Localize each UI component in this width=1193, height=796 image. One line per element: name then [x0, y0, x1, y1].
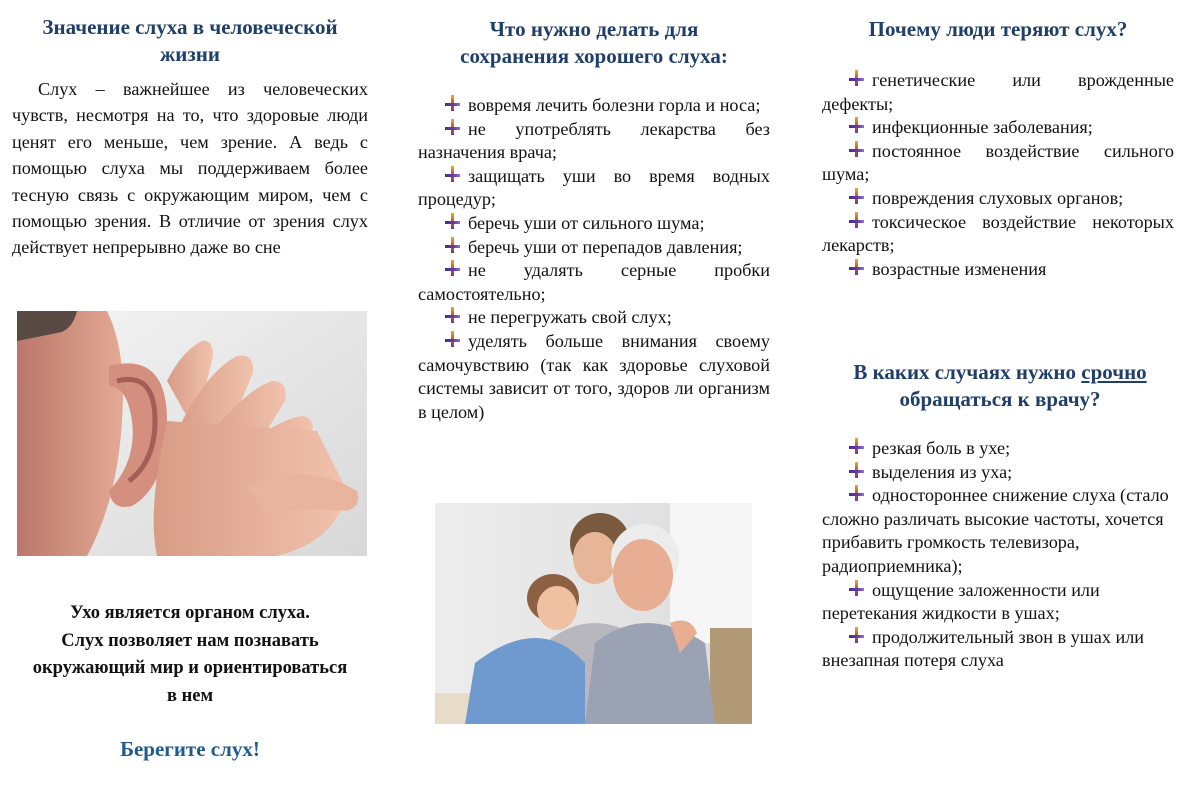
caption-line: окружающий мир и ориентироваться: [32, 658, 348, 678]
list-item: [822, 187, 1174, 211]
family-illustration: [435, 503, 752, 724]
list-item-text: ощущение заложенности или перетекания жидкости в ушах;: [822, 579, 1100, 624]
urgent-doctor-list: [822, 437, 1178, 673]
plus-bullet-icon: [444, 118, 462, 136]
list-item: [822, 461, 1178, 485]
list-item-text: уделять больше внимания своему самочувствию (так как здоровье слуховой системы зависит от того, здоров ли организм в целом): [418, 330, 770, 422]
list-item-text: выделения из уха;: [872, 461, 1013, 482]
list-item-text: токсическое воздействие некоторых лекарств;: [822, 211, 1174, 256]
list-item-text: инфекционные заболевания;: [872, 117, 1093, 138]
list-item: [822, 484, 1178, 578]
hearing-loss-causes-list: [822, 69, 1174, 281]
family-photo: [435, 503, 752, 724]
protect-hearing-slogan: Берегите слух!: [120, 737, 260, 761]
list-item-text: постоянное воздействие сильного шума;: [822, 140, 1174, 185]
heading-urgent-doctor: [822, 359, 1178, 413]
plus-bullet-icon: [444, 236, 462, 254]
list-item: [822, 626, 1178, 673]
plus-bullet-icon: [444, 306, 462, 324]
plus-bullet-icon: [848, 484, 866, 502]
list-item: [418, 306, 770, 330]
ear-organ-caption: [12, 600, 368, 710]
list-item: [418, 212, 770, 236]
plus-bullet-icon: [848, 461, 866, 479]
list-item: [418, 236, 770, 260]
plus-bullet-icon: [848, 626, 866, 644]
plus-bullet-icon: [848, 140, 866, 158]
caption-line: в нем: [166, 685, 214, 706]
plus-bullet-icon: [848, 187, 866, 205]
plus-bullet-icon: [848, 69, 866, 87]
heading-urgent-doctor-end: обращаться к врачу?: [899, 387, 1101, 411]
hearing-importance-paragraph: Слух – важнейшее из человеческих чувств, несмотря на то, что здоровые люди ценят его меньше, чем зрение. А ведь с помощью слуха мы поддерживаем более тесную связь с окружающим миром, чем с помощью зрения. В отличие от зрения слух действует непрерывно даже во сне: [12, 79, 368, 258]
plus-bullet-icon: [444, 165, 462, 183]
column-hearing-importance: [12, 0, 368, 261]
list-item-text: одностороннее снижение слуха (стало сложно различать высокие частоты, хочется прибавить громкость телевизора, радиоприемника);: [822, 485, 1169, 576]
list-item-text: защищать уши во время водных процедур;: [418, 165, 770, 210]
plus-bullet-icon: [444, 94, 462, 112]
list-item: [822, 116, 1174, 140]
list-item: [418, 259, 770, 306]
list-item-text: вовремя лечить болезни горла и носа;: [468, 95, 761, 115]
list-item: [418, 94, 770, 118]
plus-bullet-icon: [848, 258, 866, 276]
hearing-care-list: [418, 94, 770, 424]
ear-hand-photo: [17, 311, 367, 556]
list-item: [418, 118, 770, 165]
plus-bullet-icon: [848, 579, 866, 597]
list-item: [822, 140, 1174, 187]
heading-hearing-loss-causes: Почему люди теряют слух?: [868, 17, 1128, 41]
heading-hearing-importance: Значение слуха в человеческой жизни: [42, 15, 338, 66]
urgent-doctor-section: [822, 359, 1178, 673]
list-item-text: беречь уши от перепадов давления;: [468, 236, 743, 257]
list-item-text: резкая боль в ухе;: [872, 438, 1011, 458]
list-item-text: не перегружать свой слух;: [468, 307, 672, 328]
caption-line: Слух позволяет нам познавать: [61, 630, 319, 651]
list-item: [418, 165, 770, 212]
list-item-text: возрастные изменения: [872, 258, 1047, 279]
heading-urgent-doctor-underlined: срочно: [1081, 360, 1147, 384]
list-item: [418, 330, 770, 424]
list-item-text: повреждения слуховых органов;: [872, 187, 1124, 208]
list-item-text: не удалять серные пробки самостоятельно;: [418, 260, 770, 304]
heading-hearing-care: [418, 16, 770, 70]
plus-bullet-icon: [444, 212, 462, 230]
column-hearing-loss-causes: [822, 0, 1174, 281]
caption-line: Ухо является органом слуха.: [70, 603, 310, 623]
list-item-text: не употреблять лекарства без назначения врача;: [418, 118, 770, 163]
list-item: [822, 437, 1178, 461]
list-item-text: генетические или врожденные дефекты;: [822, 70, 1174, 114]
column-hearing-care: [418, 0, 770, 424]
plus-bullet-icon: [848, 116, 866, 134]
list-item-text: беречь уши от сильного шума;: [468, 212, 705, 233]
heading-line: сохранения хорошего слуха:: [460, 44, 728, 68]
plus-bullet-icon: [444, 330, 462, 348]
list-item: [822, 211, 1174, 258]
plus-bullet-icon: [444, 259, 462, 277]
plus-bullet-icon: [848, 211, 866, 229]
list-item-text: продолжительный звон в ушах или внезапная потеря слуха: [822, 626, 1145, 671]
list-item: [822, 258, 1174, 282]
heading-urgent-doctor-start: В каких случаях нужно: [853, 360, 1077, 384]
ear-hand-illustration: [17, 311, 367, 556]
list-item: [822, 579, 1178, 626]
heading-line: Что нужно делать для: [489, 17, 699, 41]
plus-bullet-icon: [848, 437, 866, 455]
list-item: [822, 69, 1174, 116]
